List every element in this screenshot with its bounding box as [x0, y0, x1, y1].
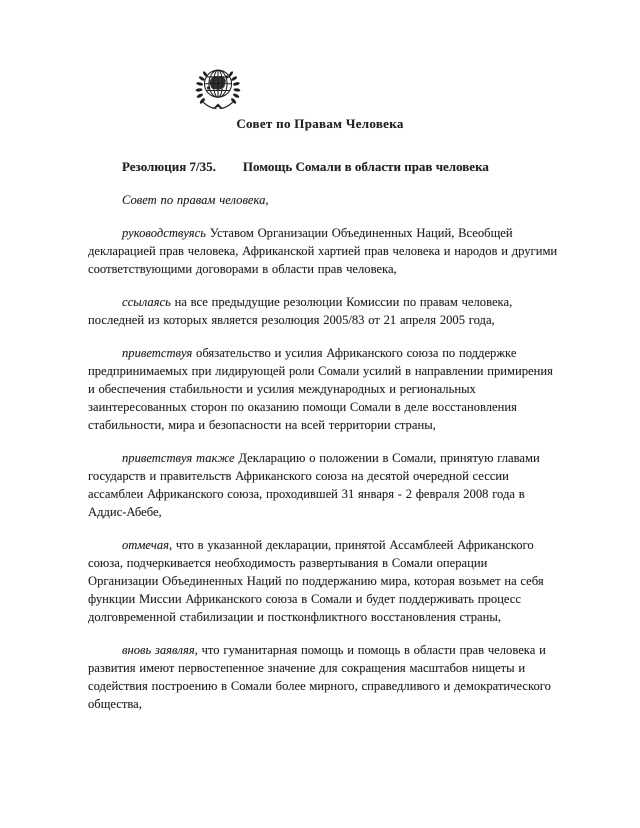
paragraph-3: [88, 293, 560, 329]
document-body: [88, 191, 560, 728]
paragraph-1: [88, 191, 560, 209]
paragraph-text: Уставом Организации Объединенных Наций, Всеобщей декларацией прав человека, Африканской хартией прав человека и народов и другими соответствующими договорами в области прав человека,: [88, 226, 558, 276]
un-emblem-icon: [194, 66, 242, 116]
paragraph-lead-italic: руководствуясь: [122, 226, 206, 240]
paragraph-text: на все предыдущие резолюции Комиссии по правам человека, последней из которых является резолюция 2005/83 от 21 апреля 2005 года,: [88, 295, 513, 327]
resolution-number: Резолюция 7/35.: [122, 159, 216, 174]
paragraph-text: , что гуманитарная помощь и помощь в области прав человека и развития имеют первостепенное значение для сокращения масштабов нищеты и содействия построению в Сомали более мирного, справедливого и демократического общества,: [88, 643, 551, 711]
paragraph-lead-italic: отмечая: [122, 538, 170, 552]
paragraph-lead-italic: приветствуя также: [122, 451, 235, 465]
paragraph-text: , что в указанной декларации, принятой Ассамблеей Африканского союза, подчеркивается необходимость развертывания в Сомали операции Организации Объединенных Наций по поддержанию мира, которая возьмет на себя функции Миссии Африканского союза в Сомали и будет поддерживать процесс долговременной стабилизации и постконфликтного восстановления страны,: [88, 538, 544, 624]
paragraph-6: [88, 536, 560, 626]
resolution-heading: [122, 159, 489, 175]
paragraph-4: [88, 344, 560, 434]
paragraph-text: Декларацию о положении в Сомали, принятую главами государств и правительств Африканского союза на десятой очередной сессии ассамблеи Африканского союза, проходившей 31 января - 2 февраля 2008 года в Аддис-Абебе,: [88, 451, 540, 519]
paragraph-2: [88, 224, 560, 278]
paragraph-lead-italic: ссылаясь: [122, 295, 171, 309]
paragraph-lead-italic: Совет по правам человека,: [122, 193, 269, 207]
paragraph-lead-italic: вновь заявляя: [122, 643, 195, 657]
organization-title: Совет по Правам Человека: [236, 116, 404, 131]
paragraph-text: обязательство и усилия Африканского союза по поддержке предпринимаемых при лидирующей роли Сомали усилий в направлении примирения и обеспечения стабильности и усилия международных и региональных заинтересованных сторон по оказанию помощи Сомали в деле восстановления стабильности, мира и безопасности на всей территории страны,: [88, 346, 553, 432]
paragraph-7: [88, 641, 560, 713]
resolution-title: Помощь Сомали в области прав человека: [242, 159, 489, 174]
paragraph-lead-italic: приветствуя: [122, 346, 193, 360]
paragraph-5: [88, 449, 560, 521]
